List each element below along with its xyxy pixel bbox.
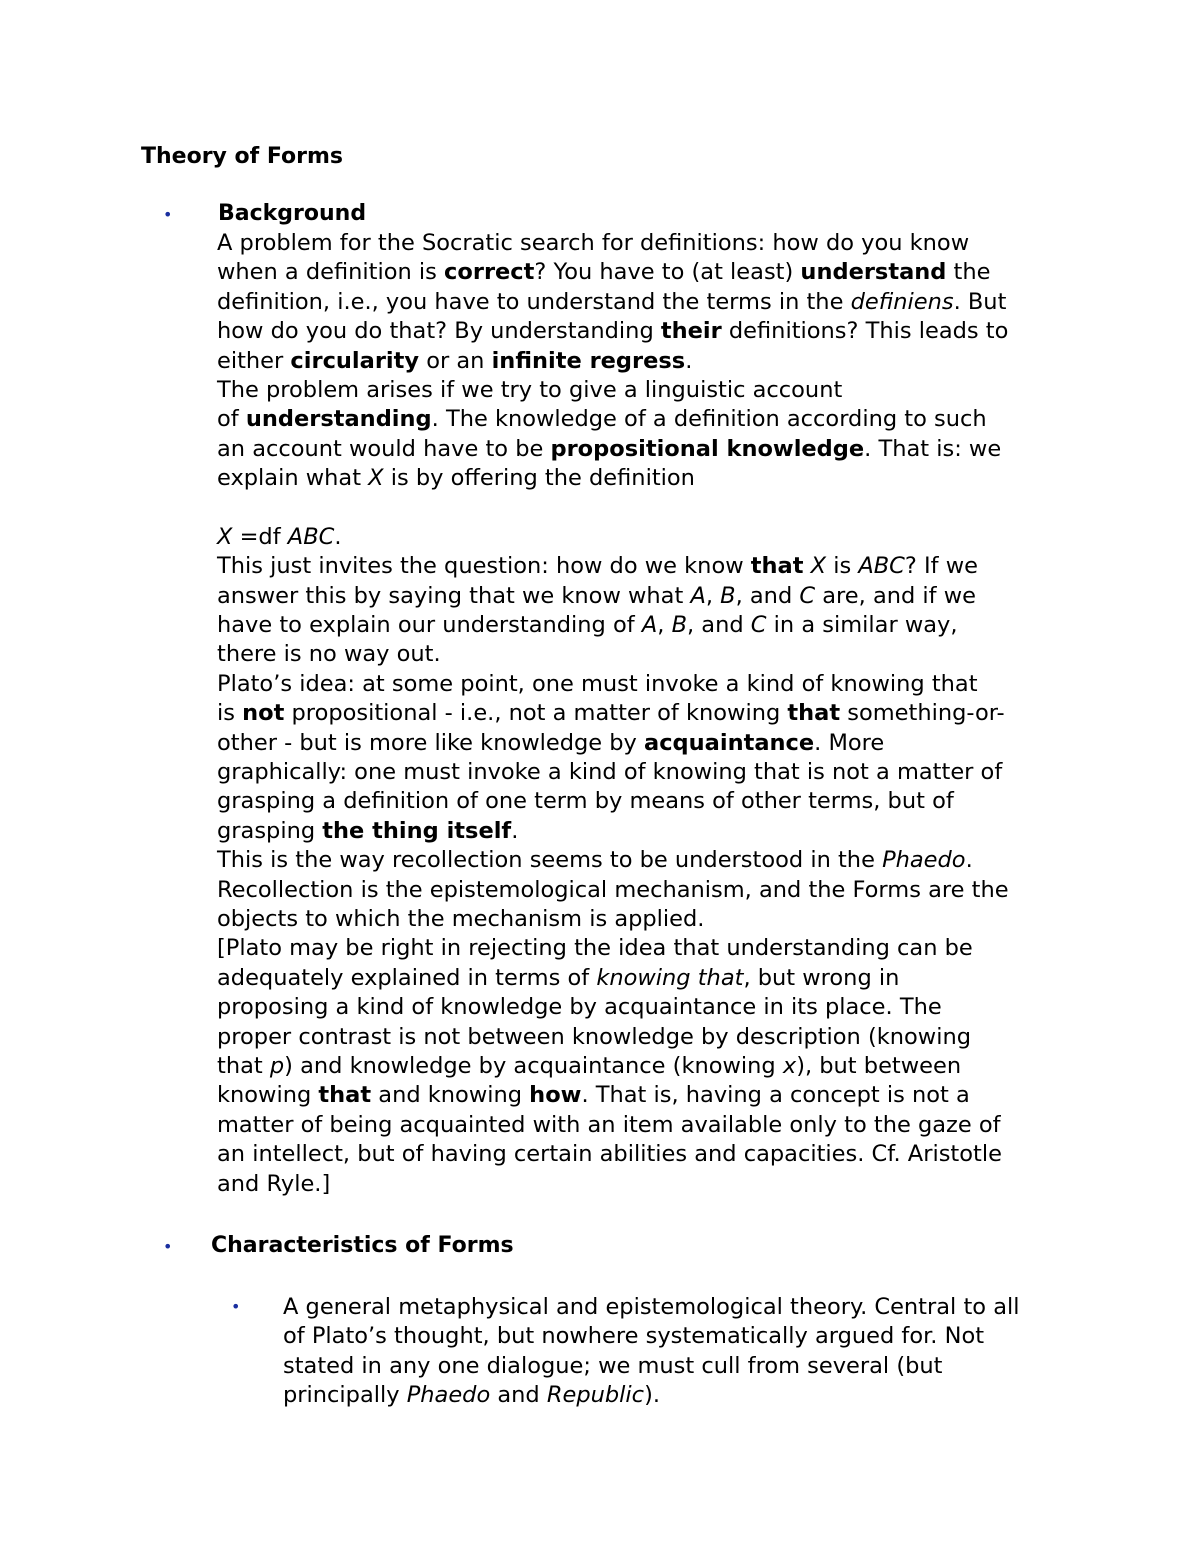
text-run: something-or- bbox=[840, 700, 1005, 727]
text-line bbox=[217, 876, 1009, 905]
text-run: either bbox=[217, 347, 291, 374]
text-run: ), but between bbox=[796, 1052, 962, 1079]
text-line bbox=[217, 317, 1009, 346]
italic-text: Phaedo bbox=[406, 1382, 491, 1409]
text-run: an intellect, but of having certain abilities and capacities. Cf. Aristotle bbox=[217, 1141, 1002, 1168]
text-run: . bbox=[965, 847, 973, 874]
text-line bbox=[217, 964, 1009, 993]
text-run: ? If we bbox=[904, 553, 978, 580]
text-run: explain what bbox=[217, 465, 369, 492]
text-run: the bbox=[946, 259, 991, 286]
bold-text: understanding bbox=[245, 406, 432, 433]
text-line bbox=[217, 523, 1009, 552]
italic-text: Republic bbox=[546, 1382, 645, 1409]
text-run: . More bbox=[814, 729, 885, 756]
text-run: that bbox=[217, 1052, 270, 1079]
text-run: grasping bbox=[217, 817, 323, 844]
section-heading-background: Background bbox=[218, 201, 367, 226]
text-run: or an bbox=[419, 347, 492, 374]
bullet-icon: • bbox=[163, 205, 173, 224]
italic-text: X bbox=[217, 523, 233, 550]
text-line bbox=[217, 1170, 1009, 1199]
text-run: The problem arises if we try to give a linguistic account bbox=[217, 376, 843, 403]
italic-text: C bbox=[799, 582, 816, 609]
bold-text: how bbox=[529, 1082, 582, 1109]
text-line bbox=[217, 288, 1009, 317]
text-run: matter of being acquainted with an item available only to the gaze of bbox=[217, 1111, 1001, 1138]
text-line bbox=[217, 1140, 1009, 1169]
text-run: ? You have to (at least) bbox=[534, 259, 801, 286]
text-line bbox=[283, 1293, 1019, 1322]
background-paragraph bbox=[217, 229, 1009, 1199]
bold-text: propositional knowledge bbox=[550, 435, 865, 462]
text-line bbox=[217, 1023, 1009, 1052]
text-run: A general metaphysical and epistemological theory. Central to all bbox=[283, 1294, 1020, 1320]
section-heading-characteristics: Characteristics of Forms bbox=[211, 1233, 514, 1258]
text-run: grasping a definition of one term by means of other terms, but of bbox=[217, 788, 954, 815]
text-line bbox=[283, 1381, 1019, 1410]
text-run: there is no way out. bbox=[217, 641, 441, 668]
italic-text: ABC bbox=[287, 523, 335, 550]
text-run: answer this by saying that we know what bbox=[217, 582, 691, 609]
text-run: when a definition is bbox=[217, 259, 445, 286]
text-line bbox=[217, 611, 1009, 640]
text-run: is by offering the definition bbox=[383, 465, 695, 492]
text-run: . bbox=[334, 523, 342, 550]
text-run: ) and knowledge by acquaintance (knowing bbox=[284, 1052, 783, 1079]
text-run: , but wrong in bbox=[743, 964, 900, 991]
italic-text: knowing that bbox=[596, 964, 744, 991]
text-run: have to explain our understanding of bbox=[217, 612, 642, 639]
text-line bbox=[217, 376, 1009, 405]
text-run bbox=[803, 553, 810, 579]
text-run: is bbox=[217, 700, 243, 727]
text-line bbox=[283, 1352, 1019, 1381]
text-run: proper contrast is not between knowledge by description (knowing bbox=[217, 1023, 972, 1050]
text-line bbox=[217, 582, 1009, 611]
text-run: graphically: one must invoke a kind of knowing that is not a matter of bbox=[217, 759, 1003, 786]
text-line bbox=[217, 729, 1009, 758]
text-run: , and bbox=[687, 612, 751, 639]
bold-text: understand bbox=[800, 259, 947, 286]
text-line bbox=[217, 934, 1009, 963]
text-run: This is the way recollection seems to be understood in the bbox=[217, 847, 883, 874]
bold-text: infinite regress bbox=[491, 347, 686, 374]
italic-text: B bbox=[720, 582, 736, 609]
text-line bbox=[217, 464, 1009, 493]
text-line bbox=[217, 1111, 1009, 1140]
text-line bbox=[217, 229, 1009, 258]
text-line bbox=[217, 640, 1009, 669]
text-run: adequately explained in terms of bbox=[217, 964, 597, 991]
bold-text: the thing itself bbox=[322, 817, 512, 844]
text-line bbox=[217, 846, 1009, 875]
bullet-icon: • bbox=[163, 1237, 173, 1256]
text-run: ). bbox=[644, 1382, 660, 1409]
text-run: definitions? This leads to bbox=[721, 318, 1009, 345]
text-run: principally bbox=[283, 1382, 407, 1409]
text-run: . The knowledge of a definition according to such bbox=[431, 406, 987, 433]
text-run: definition, i.e., you have to understand the terms in the bbox=[217, 288, 851, 315]
text-run: Plato’s idea: at some point, one must invoke a kind of knowing that bbox=[217, 670, 978, 697]
text-line bbox=[217, 552, 1009, 581]
text-line bbox=[217, 1081, 1009, 1110]
text-run: and bbox=[490, 1382, 547, 1409]
bullet-icon: • bbox=[231, 1297, 241, 1316]
bold-text: correct bbox=[444, 259, 535, 286]
text-line bbox=[217, 905, 1009, 934]
bold-text: that bbox=[318, 1082, 372, 1109]
text-run: , bbox=[657, 612, 672, 639]
bold-text: not bbox=[242, 700, 285, 727]
text-line bbox=[217, 993, 1009, 1022]
bold-text: their bbox=[660, 318, 722, 345]
text-run: =df bbox=[232, 523, 288, 550]
text-run: A problem for the Socratic search for definitions: how do you know bbox=[217, 230, 970, 256]
bold-text: that bbox=[787, 700, 841, 727]
italic-text: ABC bbox=[858, 553, 905, 580]
italic-text: A bbox=[641, 612, 658, 639]
text-run: how do you do that? By understanding bbox=[217, 318, 661, 345]
text-line bbox=[217, 405, 1009, 434]
text-line bbox=[217, 1052, 1009, 1081]
text-line bbox=[217, 787, 1009, 816]
text-run: Recollection is the epistemological mechanism, and the Forms are the bbox=[217, 876, 1009, 903]
text-run: other - but is more like knowledge by bbox=[217, 729, 645, 756]
italic-text: A bbox=[690, 582, 706, 609]
bold-text: acquaintance bbox=[644, 729, 815, 756]
text-run: in a similar way, bbox=[766, 612, 958, 639]
italic-text: B bbox=[671, 612, 687, 639]
text-line bbox=[217, 758, 1009, 787]
text-run: of bbox=[217, 406, 246, 433]
text-line bbox=[283, 1322, 1019, 1351]
italic-text: C bbox=[750, 612, 767, 639]
text-run: , bbox=[705, 582, 721, 609]
text-run: propositional - i.e., not a matter of knowing bbox=[284, 700, 788, 727]
text-run: . bbox=[685, 347, 693, 374]
text-run: [Plato may be right in rejecting the idea that understanding can be bbox=[217, 935, 973, 962]
italic-text: definiens bbox=[850, 288, 954, 315]
text-run: proposing a kind of knowledge by acquaintance in its place. The bbox=[217, 994, 942, 1021]
italic-text: x bbox=[782, 1052, 797, 1079]
text-line bbox=[217, 699, 1009, 728]
text-line bbox=[217, 670, 1009, 699]
text-run: knowing bbox=[217, 1082, 319, 1109]
document-title: Theory of Forms bbox=[141, 144, 344, 169]
italic-text: X bbox=[810, 553, 827, 580]
text-run: stated in any one dialogue; we must cull from several (but bbox=[283, 1352, 943, 1379]
bold-text: that bbox=[750, 553, 804, 580]
text-run: and Ryle.] bbox=[217, 1170, 331, 1197]
italic-text: X bbox=[368, 465, 384, 492]
text-line bbox=[217, 435, 1009, 464]
characteristics-item bbox=[283, 1293, 1019, 1411]
text-run: . That is: we bbox=[864, 435, 1002, 462]
blank-line bbox=[217, 494, 1009, 523]
text-run: is bbox=[826, 553, 859, 580]
text-run: of Plato’s thought, but nowhere systematically argued for. Not bbox=[283, 1323, 985, 1350]
text-run: . bbox=[511, 817, 519, 844]
text-run: are, and if we bbox=[815, 582, 977, 609]
bold-text: circularity bbox=[290, 347, 420, 374]
text-run: , and bbox=[735, 582, 800, 609]
text-run: an account would have to be bbox=[217, 435, 551, 462]
italic-text: Phaedo bbox=[882, 847, 966, 874]
text-line bbox=[217, 347, 1009, 376]
italic-text: p bbox=[269, 1052, 285, 1079]
text-run: . That is, having a concept is not a bbox=[581, 1082, 970, 1109]
text-run: . But bbox=[953, 288, 1007, 315]
text-line bbox=[217, 258, 1009, 287]
text-line bbox=[217, 817, 1009, 846]
text-run: objects to which the mechanism is applied. bbox=[217, 905, 705, 932]
text-run: This just invites the question: how do we know bbox=[217, 553, 751, 580]
text-run: and knowing bbox=[371, 1082, 530, 1109]
